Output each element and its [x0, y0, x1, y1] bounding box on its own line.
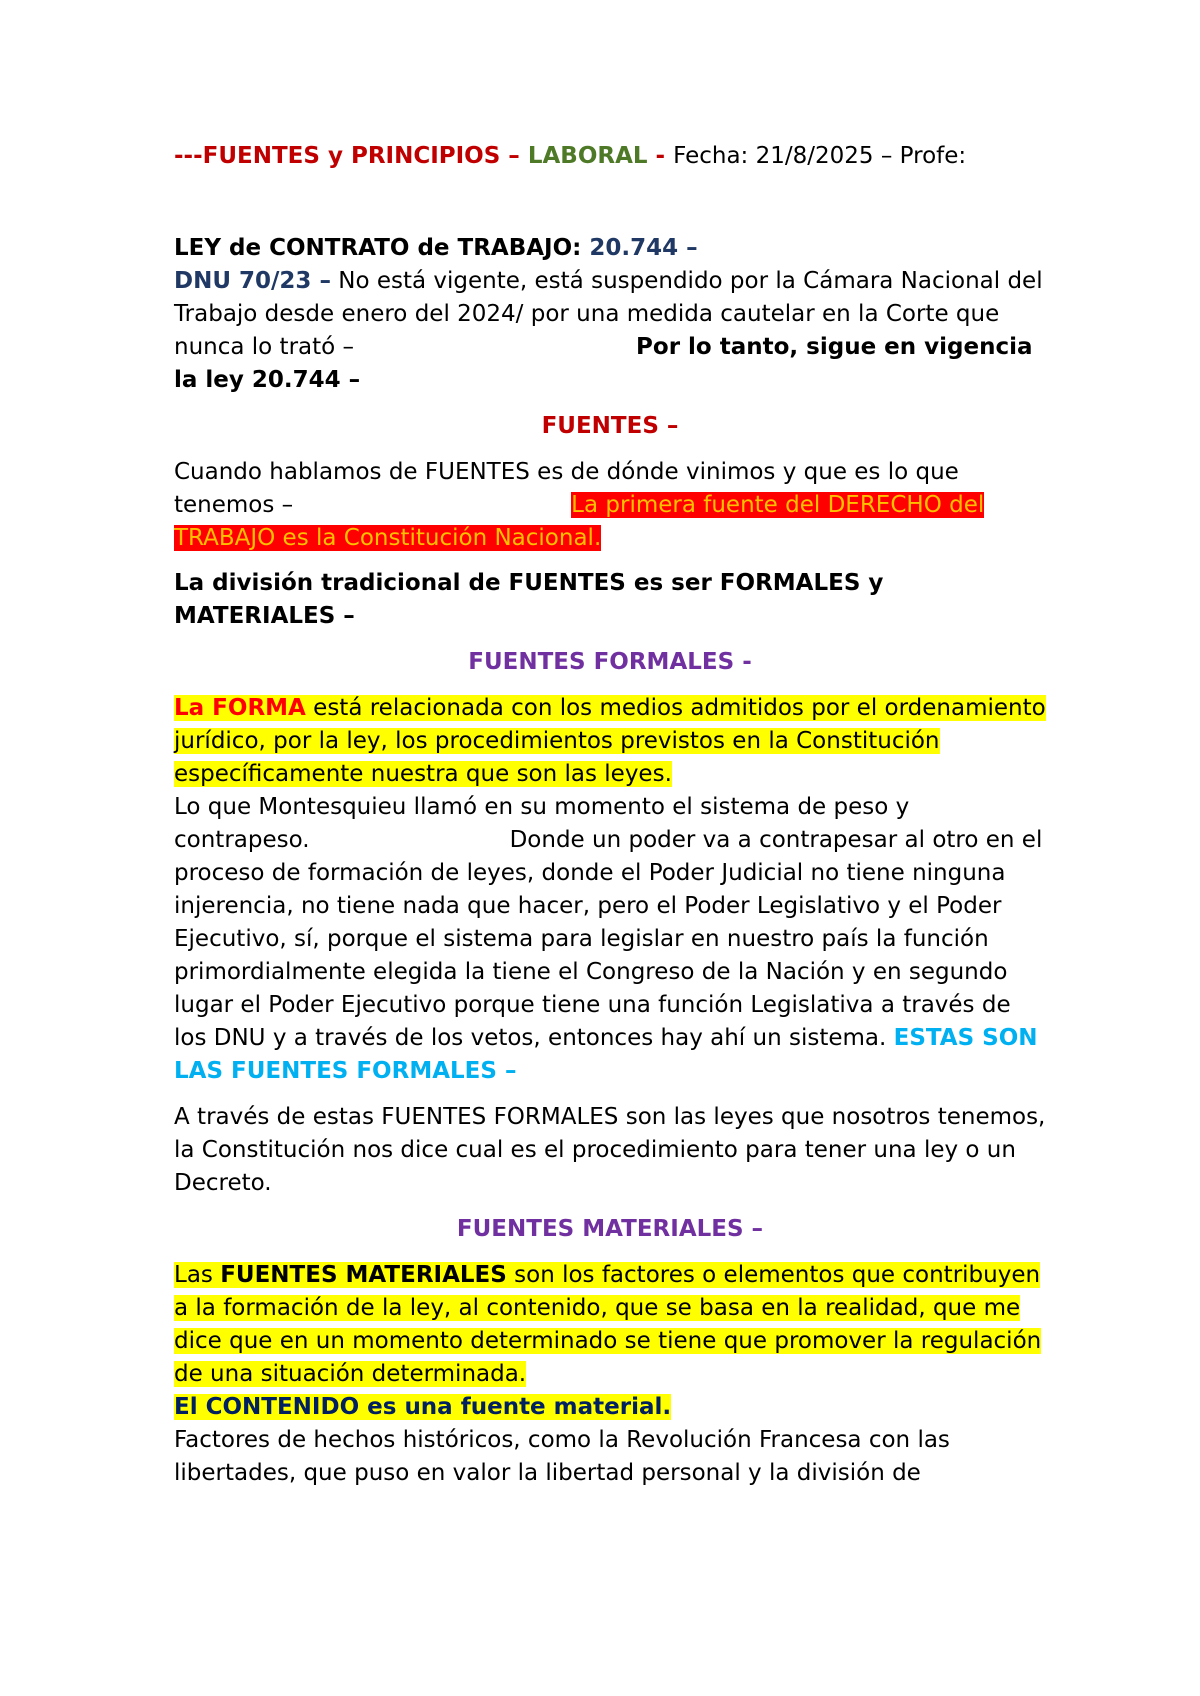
- forma-paragraph: [174, 692, 1046, 791]
- dnu-paragraph: [174, 265, 1046, 397]
- ley-title-line: [174, 232, 1046, 265]
- header-laboral: LABORAL: [527, 143, 648, 169]
- montesquieu-a: Lo que Montesquieu llamó en su momento el sistema de peso y contrapeso.: [174, 794, 910, 853]
- dnu-text: No está vigente, está suspendido por la Cámara Nacional del Trabajo desde enero del 2024/ por una medida cautelar en la Corte que nunca lo trató –: [174, 268, 1043, 360]
- header-date: Fecha: 21/8/2025 – Profe:: [673, 143, 967, 169]
- header-title: ---FUENTES y PRINCIPIOS –: [174, 143, 528, 169]
- materiales-las: Las: [174, 1262, 221, 1288]
- montesquieu-paragraph: [174, 791, 1046, 1088]
- formales-heading: FUENTES FORMALES -: [468, 649, 752, 675]
- division-paragraph: La división tradicional de FUENTES es ser FORMALES y MATERIALES –: [174, 570, 884, 629]
- document-body: [174, 140, 1046, 1490]
- factores-paragraph: Factores de hechos históricos, como la Revolución Francesa con las libertades, que puso en valor la libertad personal y la división de: [174, 1427, 950, 1486]
- fuentes-heading: FUENTES –: [541, 413, 679, 439]
- traves-paragraph: A través de estas FUENTES FORMALES son las leyes que nosotros tenemos, la Constitución nos dice cual es el procedimiento para tener una ley o un Decreto.: [174, 1104, 1046, 1196]
- constitucion-highlight: La primera fuente del DERECHO del TRABAJO es la Constitución Nacional.: [174, 492, 985, 551]
- fuentes-intro-paragraph: [174, 456, 1046, 555]
- dnu-label: DNU 70/23 –: [174, 268, 331, 294]
- fuentes-intro: Cuando hablamos de FUENTES es de dónde vinimos y que es lo que tenemos –: [174, 459, 959, 518]
- estas-fuentes-formales: ESTAS SON LAS FUENTES FORMALES –: [174, 1025, 1038, 1084]
- ley-conclusion: Por lo tanto, sigue en vigencia la ley 20.744 –: [174, 334, 1033, 393]
- header-dash: -: [647, 143, 674, 169]
- materiales-heading: FUENTES MATERIALES –: [456, 1216, 764, 1242]
- contenido-line: [174, 1391, 1046, 1424]
- materiales-bold: FUENTES MATERIALES: [220, 1262, 507, 1288]
- forma-text: está relacionada con los medios admitidos por el ordenamiento jurídico, por la ley, los procedimientos previstos en la Constitución específicamente nuestra que son las leyes.: [174, 695, 1046, 787]
- header-line: [174, 140, 1046, 173]
- ley-title: LEY de CONTRATO de TRABAJO:: [174, 235, 590, 261]
- ley-number: 20.744 –: [589, 235, 698, 261]
- montesquieu-b: Donde un poder va a contrapesar al otro en el proceso de formación de leyes, donde el Poder Judicial no tiene ninguna injerencia, no tiene nada que hacer, pero el Poder Legislativo y el Poder Ejecutivo, sí, porque el sistema para legislar en nuestro país la función primordialmente elegida la tiene el Congreso de la Nación y en segundo lugar el Poder Ejecutivo porque tiene una función Legislativa a través de los DNU y a través de los vetos, entonces hay ahí un sistema.: [174, 827, 1043, 1051]
- materiales-paragraph: [174, 1259, 1046, 1391]
- forma-word: La FORMA: [174, 695, 306, 721]
- contenido-text: El CONTENIDO es una fuente material.: [174, 1394, 672, 1420]
- materiales-text: son los factores o elementos que contribuyen a la formación de la ley, al contenido, que se basa en la realidad, que me dice que en un momento determinado se tiene que promover la regulación de una situación determinada.: [174, 1262, 1042, 1387]
